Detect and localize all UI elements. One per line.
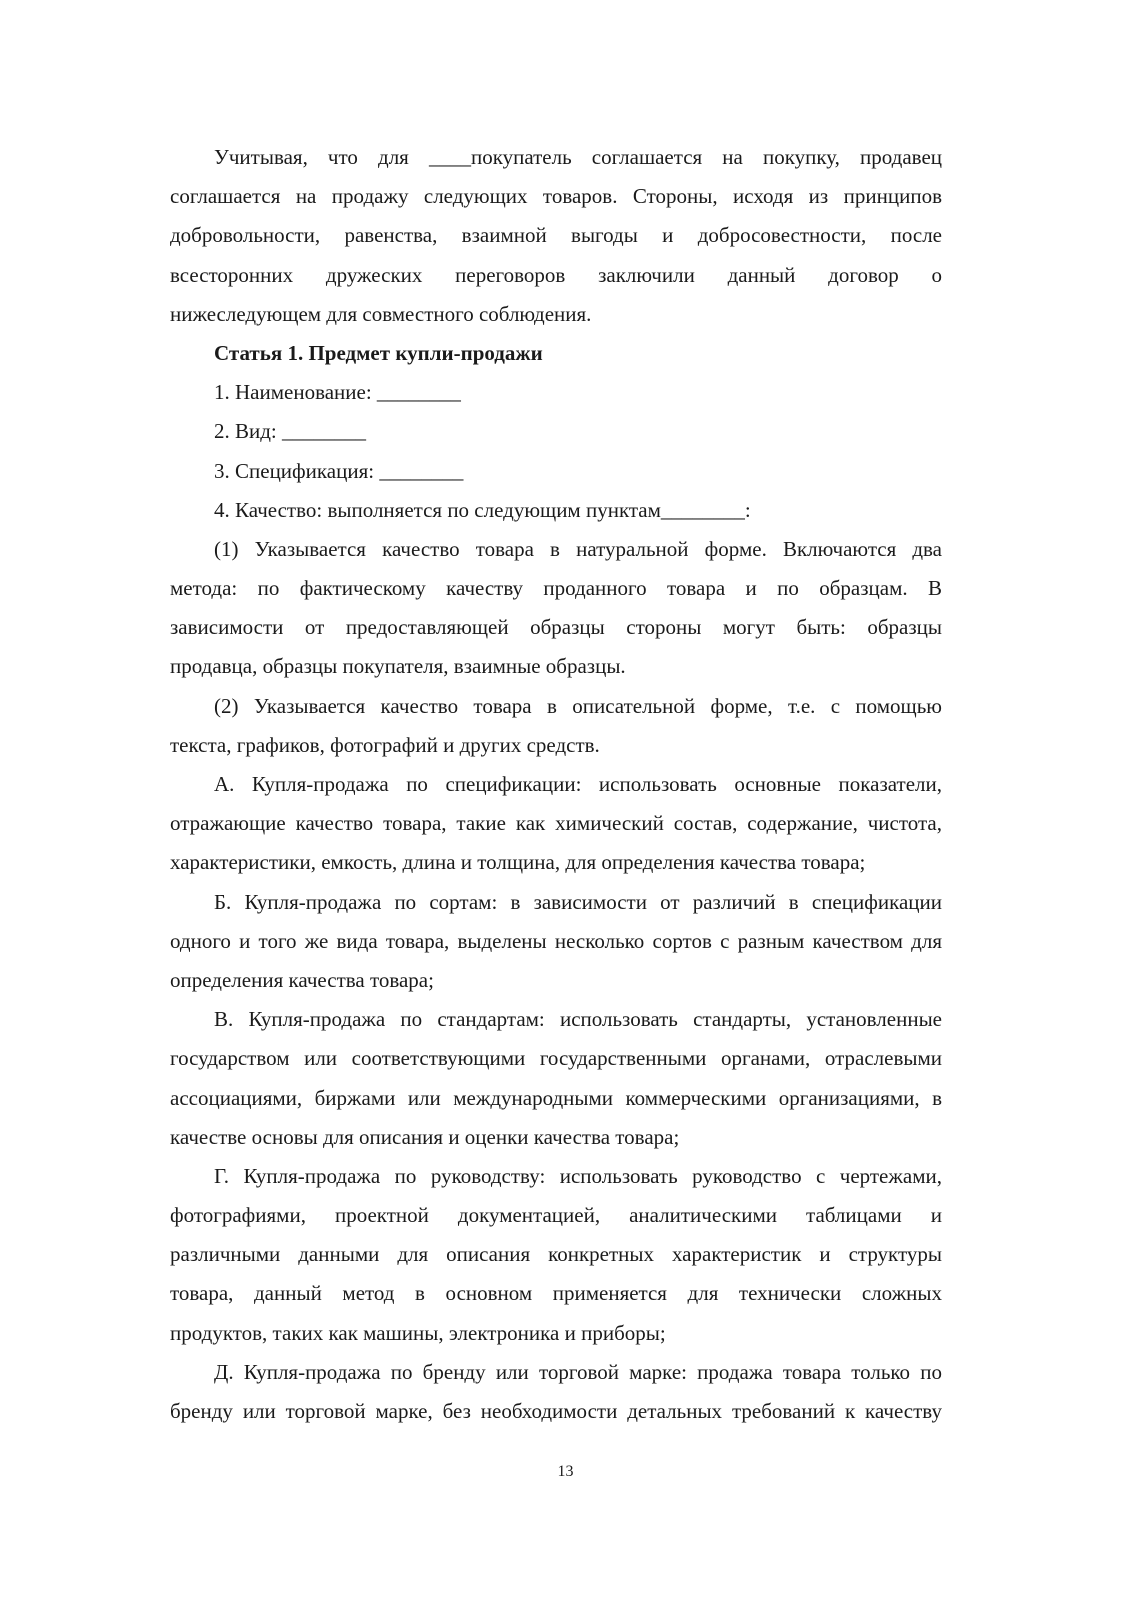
subclause-g [170,1157,942,1353]
subclause-v [170,1000,942,1157]
text-line: государством или соответствующими государственными органами, отраслевыми [170,1046,942,1071]
text-line: определения качества товара; [170,967,434,992]
text-line: Г. Купля-продажа по руководству: использовать руководство с чертежами, [214,1163,942,1188]
quality-clause-2 [170,687,942,765]
text-line: (2) Указывается качество товара в описательной форме, т.е. с помощью [214,693,942,718]
text-line: качестве основы для описания и оценки качества товара; [170,1124,680,1149]
text-line: бренду или торговой марке, без необходимости детальных требований к качеству [170,1399,942,1423]
text-line: текста, графиков, фотографий и других средств. [170,732,600,757]
text-line: добровольности, равенства, взаимной выгоды и добросовестности, после [170,223,942,248]
item-quality: 4. Качество: выполняется по следующим пунктам________: [214,497,751,522]
subclause-a [170,765,942,883]
text-line: характеристики, емкость, длина и толщина, для определения качества товара; [170,850,866,875]
text-line: соглашается на продажу следующих товаров. Стороны, исходя из принципов [170,184,942,209]
text-line: зависимости от предоставляющей образцы стороны могут быть: образцы [170,615,942,640]
subclause-b [170,883,942,1001]
item-specification: 3. Спецификация: ________ [214,458,464,483]
text-line: продавца, образцы покупателя, взаимные образцы. [170,654,626,679]
text-line: Д. Купля-продажа по бренду или торговой марке: продажа товара только по [214,1359,942,1384]
page-number: 13 [557,1463,574,1480]
subclause-d [170,1353,942,1431]
preamble-paragraph [170,138,942,334]
text-line: В. Купля-продажа по стандартам: использовать стандарты, установленные [214,1007,942,1032]
text-line: товара, данный метод в основном применяется для технически сложных [170,1281,942,1306]
text-line: одного и того же вида товара, выделены несколько сортов с разным качеством для [170,928,942,953]
item-name: 1. Наименование: ________ [214,380,461,405]
text-line: (1) Указывается качество товара в натуральной форме. Включаются два [214,536,942,561]
text-line: фотографиями, проектной документацией, аналитическими таблицами и [170,1203,942,1228]
quality-clause-1 [170,530,942,687]
text-line: нижеследующем для совместного соблюдения. [170,301,592,326]
text-line: всесторонних дружеских переговоров заключили данный договор о [170,262,942,287]
text-line: отражающие качество товара, такие как химический состав, содержание, чистота, [170,811,942,836]
text-line: различными данными для описания конкретных характеристик и структуры [170,1242,942,1267]
item-type: 2. Вид: ________ [214,419,367,444]
text-line: метода: по фактическому качеству проданного товара и по образцам. В [170,576,942,601]
article-heading: Статья 1. Предмет купли-продажи [214,340,543,365]
text-line: Б. Купля-продажа по сортам: в зависимости от различий в спецификации [214,889,942,914]
text-line: Учитывая, что для ____покупатель соглашается на покупку, продавец [214,145,942,169]
text-line: ассоциациями, биржами или международными коммерческими организациями, в [170,1085,942,1110]
text-line: А. Купля-продажа по спецификации: использовать основные показатели, [214,772,942,796]
text-line: продуктов, таких как машины, электроника и приборы; [170,1320,666,1345]
document-body [170,138,942,1431]
